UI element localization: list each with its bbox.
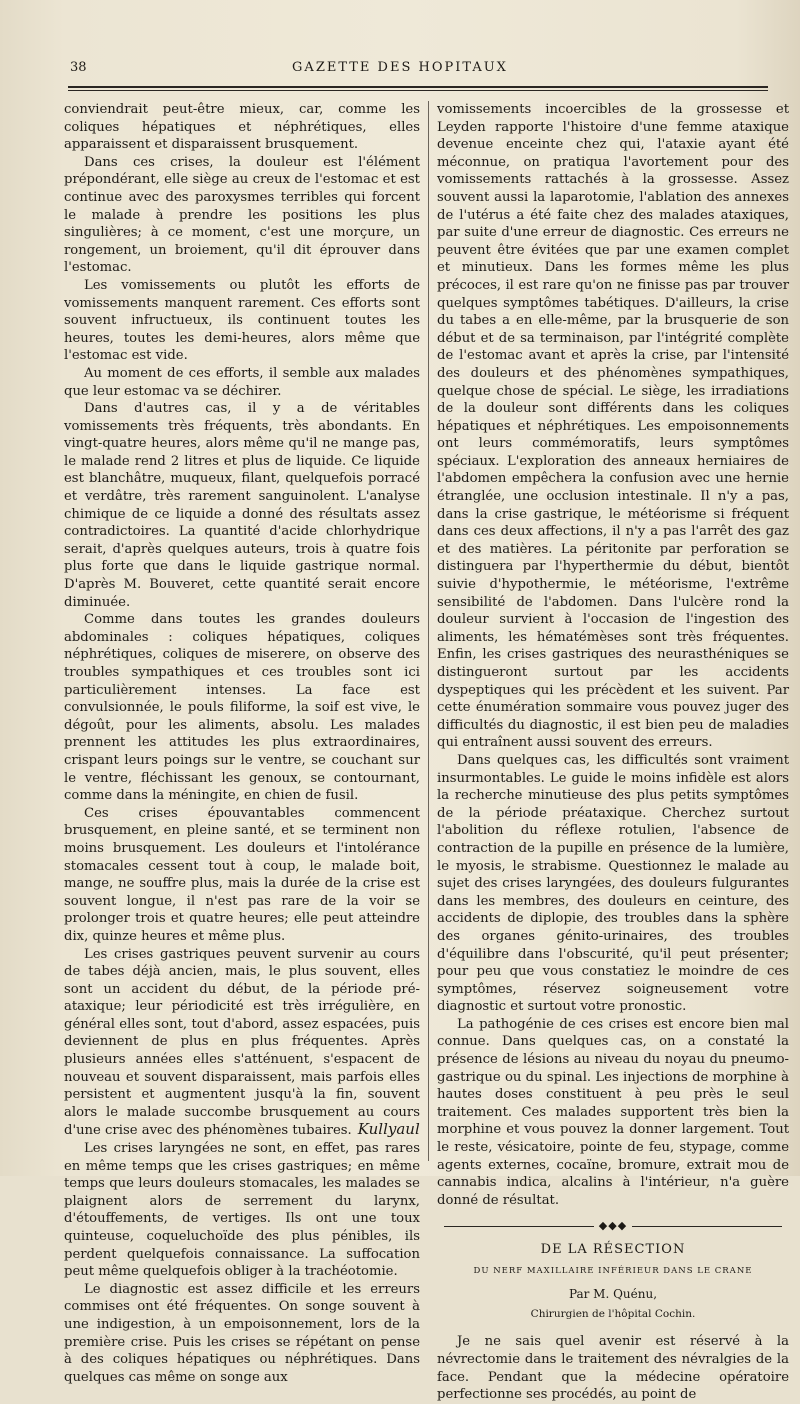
header-rule-thick	[68, 86, 768, 88]
paragraph-text: Comme dans toutes les grandes douleurs abdominales : coliques hépatiques, coliques néphrétiques, coliques de miserere, on observe des troubles sympathiques et ces troubles sont ici particulièrement intenses. La face est convulsionnée, le pouls filiforme, la soif est vive, le dégoût, pour les aliments, absolu. Les malades prennent les attitudes les plus extraordinaires, crispant leurs poings sur le ventre, se couchant sur le ventre, fléchissant les genoux, se contournant, comme dans la méningite, en chien de fusil.	[64, 612, 420, 804]
paragraph	[64, 611, 420, 805]
paragraph-text: conviendrait peut-être mieux, car, comme les coliques hépatiques et néphrétiques, elles apparaissent et disparaissent brusquement.	[64, 102, 420, 153]
paragraph-text: Le diagnostic est assez difficile et les erreurs commises ont été fréquentes. On songe souvent à une indigestion, à un empoisonnement, lors de la première crise. Puis les crises se répétant on pense à des coliques hépatiques ou néphrétiques. Dans quelques cas même on songe aux	[64, 1281, 420, 1385]
paragraph	[64, 805, 420, 946]
paragraph	[64, 101, 420, 154]
paragraph-text: Ces crises épouvantables commencent brusquement, en pleine santé, et se terminent non moins brusquement. Les douleurs et l'intolérance stomacales cessent tout à coup, le malade boit, mange, ne souffre plus, mais la durée de la crise est souvent longue, il n'est pas rare de la voir se prolonger trois et quatre heures; elle peut atteindre dix, quinze heures et même plus.	[64, 805, 420, 944]
section-ornament: ◆◆◆	[437, 1217, 789, 1235]
paragraph-text: Dans quelques cas, les difficultés sont vraiment insurmontables. Le guide le moins infidèle est alors la recherche minutieuse des plus petits symptômes de la période préataxique. Cherchez surtout l'abolition du réflexe rotulien, l'absence de contraction de la pupille en présence de la lumière, le myosis, le strabisme. Questionnez le malade au sujet des crises laryngées, des douleurs fulgurantes dans les membres, des douleurs en ceinture, des accidents de diplopie, des troubles dans la sphère des organes génito-urinaires, des troubles d'équilibre dans l'obscurité, qu'il peut présenter; pour peu que vous constatiez le moindre de ces symptômes, réservez soigneusement votre diagnostic et surtout votre pronostic.	[437, 752, 789, 1015]
paragraph	[64, 1281, 420, 1387]
paragraph-text: Les vomissements ou plutôt les efforts de vomissements manquent rarement. Ces efforts sont souvent infructueux, ils continuent toutes les heures, toutes les demi-heures, alors même que l'estomac est vide.	[64, 277, 420, 364]
paragraph	[64, 277, 420, 365]
paragraph-text: vomissements incoercibles de la grossesse et Leyden rapporte l'histoire d'une femme ataxique devenue enceinte chez qui, l'ataxie ayant été méconnue, on pratiqua l'avortement pour des vomissements rattachés à la grossesse. Assez souvent aussi la laparotomie, l'ablation des annexes de l'utérus a été faite chez des malades ataxiques, par suite d'une erreur de diagnostic. Ces erreurs ne peuvent être évitées que par une examen complet et minutieux. Dans les formes même les plus précoces, il est rare qu'on ne finisse pas par trouver quelques symptômes tabétiques. D'ailleurs, la crise du tabes a en elle-même, par la brusquerie de son début et de sa terminaison, par l'intégrité complète de l'estomac avant et après la crise, par l'intensité des douleurs et des phénomènes sympathiques, quelque chose de spécial. Le siège, les irradiations de la douleur sont différents dans les coliques hépatiques et néphrétiques. Les empoisonnements ont leurs commémoratifs, leurs symptômes spéciaux. L'exploration des anneaux herniaires de l'abdomen empêchera la confusion avec une hernie étranglée, une occlusion intestinale. Il n'y a pas, dans la crise gastrique, le météorisme si fréquent dans ces deux affections, il n'y a pas l'arrêt des gaz et des matières. La péritonite par perforation se distinguera par l'hyperthermie du début, bientôt suivie d'hypothermie, le météorisme, l'extrême sensibilité de l'abdomen. Dans l'ulcère rond la douleur survient à l'occasion de l'ingestion des aliments, les hématémèses sont très fréquentes. Enfin, les crises gastriques des neurasthéniques se distingueront surtout par les accidents dyspeptiques qui les précèdent et les suivent. Par cette énumération sommaire vous pouvez juger des difficultés du diagnostic, il est bien peu de maladies qui entraînent aussi souvent des erreurs.	[437, 102, 789, 751]
handwritten-annotation: Kullyaul	[357, 1120, 420, 1139]
paragraph-text: Dans d'autres cas, il y a de véritables vomissements très fréquents, très abondants. En vingt-quatre heures, alors même qu'il ne mange pas, le malade rend 2 litres et plus de liquide. Ce liquide est blanchâtre, muqueux, filant, quelquefois porracé et verdâtre, très rarement sanguinolent. L'analyse chimique de ce liquide a donné des résultats assez contradictoires. La quantité d'acide chlorhydrique serait, d'après quelques auteurs, trois à quatre fois plus forte que dans le liquide gastrique normal. D'après M. Bouveret, cette quantité serait encore diminuée.	[64, 401, 420, 610]
page-header	[0, 60, 800, 80]
section-author-role: Chirurgien de l'hôpital Cochin.	[530, 1307, 696, 1320]
paragraph	[437, 1016, 789, 1210]
paragraph	[437, 752, 789, 1016]
paragraph-text: Les crises gastriques peuvent survenir au cours de tabes déjà ancien, mais, le plus souvent, elles sont un accident du début, de la période pré-ataxique; leur périodicité est très irrégulière, en général elles sont, tout d'abord, assez espacées, puis deviennent de plus en plus fréquentes. Après plusieurs années elles s'atténuent, s'espacent de nouveau et souvent disparaissent, mais parfois elles persistent et augmentent jusqu'à la fin, souvent alors le malade succombe brusquement au cours d'une crise avec des phénomènes tubaires.	[64, 946, 420, 1139]
header-rule-thin	[68, 90, 768, 91]
paragraph	[64, 365, 420, 400]
paragraph	[64, 154, 420, 277]
section-subtitle: DU NERF MAXILLAIRE INFÉRIEUR DANS LE CRANE	[473, 1265, 753, 1276]
left-column	[64, 101, 420, 1386]
right-column-paragraphs	[437, 101, 789, 1209]
journal-title: GAZETTE DES HOPITAUX	[292, 60, 508, 75]
section-author: Par M. Quénu,	[568, 1287, 658, 1302]
paragraph	[437, 101, 789, 752]
paragraph-text: Les crises laryngées ne sont, en effet, pas rares en même temps que les crises gastriques; en même temps que leurs douleurs stomacales, les malades se plaignent alors de serrement du larynx, d'étouffements, de vertiges. Ils ont une toux quinteuse, coqueluchoïde des plus pénibles, ils perdent quelquefois connaissance. La suffocation peut même quelquefois obliger à la trachéotomie.	[64, 1141, 420, 1280]
section-first-paragraph: Je ne sais quel avenir est réservé à la névrectomie dans le traitement des névralgies de la face. Pendant que la médecine opératoire perfectionne ses procédés, au point de	[437, 1334, 789, 1403]
page-number: 38	[70, 60, 87, 75]
section-title: DE LA RÉSECTION	[540, 1242, 686, 1257]
paragraph	[64, 400, 420, 611]
column-divider	[428, 101, 429, 1161]
paragraph-text: Au moment de ces efforts, il semble aux malades que leur estomac va se déchirer.	[64, 365, 420, 399]
paragraph-text: La pathogénie de ces crises est encore bien mal connue. Dans quelques cas, on a constaté la présence de lésions au niveau du noyau du pneumo-gastrique ou du spinal. Les injections de morphine à hautes doses constituent à peu près le seul traitement. Ces malades supportent très bien la morphine et vous pouvez la donner largement. Tout le reste, vésicatoire, pointe de feu, stypage, comme agents externes, cocaïne, bromure, extrait mou de cannabis indica, alcalins à l'intérieur, n'a guère donné de résultat.	[437, 1016, 789, 1208]
paragraph-text: Dans ces crises, la douleur est l'élément prépondérant, elle siège au creux de l'estomac et est continue avec des paroxysmes terribles qui forcent le malade à prendre les positions les plus singulières; à ce moment, c'est une morçure, un rongement, un broiement, qu'il dit éprouver dans l'estomac.	[64, 154, 420, 276]
paragraph	[64, 1140, 420, 1281]
right-column	[437, 101, 789, 1404]
paragraph	[64, 946, 420, 1141]
